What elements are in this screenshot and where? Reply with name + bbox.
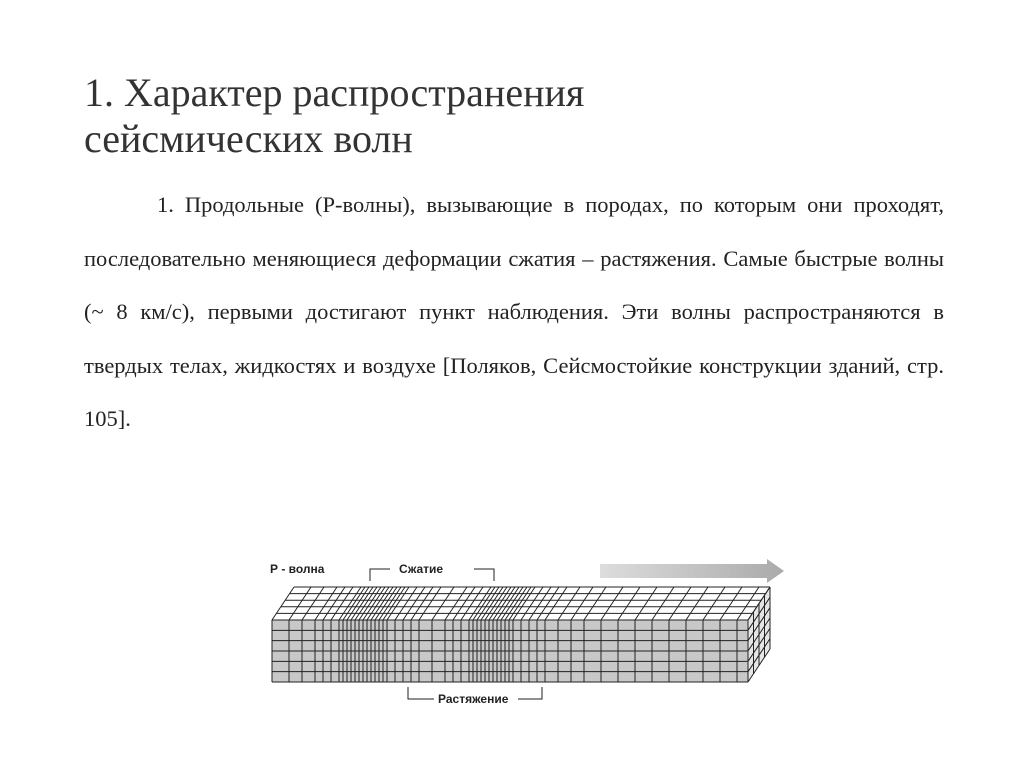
extension-label: Растяжение bbox=[438, 692, 509, 706]
compression-label: Сжатие bbox=[399, 562, 444, 576]
title-line-2: сейсмических волн bbox=[84, 116, 413, 161]
title-line-1: 1. Характер распространения bbox=[84, 70, 585, 115]
body-paragraph: 1. Продольные (Р-волны), вызывающие в породах, по которым они проходят, последовательно меняющиеся деформации сжатия – растяжения. Самые быстрые волны (~ 8 км/с), первыми достигают пункт наблюдения. Эти волны распространяются в твердых телах, жидкостях и воздухе [Поляков, Сейсмостойкие конструкции зданий, стр. 105]. bbox=[84, 192, 944, 431]
wave-label: Р - волна bbox=[270, 562, 325, 576]
p-wave-diagram bbox=[262, 545, 792, 715]
slide-title bbox=[84, 70, 584, 162]
arrow-right-icon bbox=[600, 559, 784, 583]
grid-block bbox=[272, 587, 770, 682]
